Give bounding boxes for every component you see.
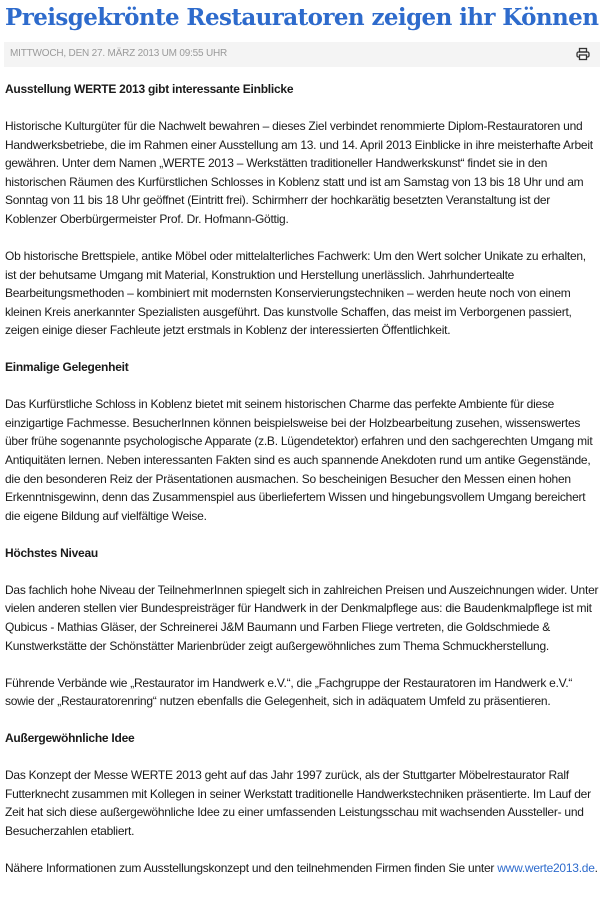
printer-icon[interactable] (576, 47, 590, 61)
paragraph: Das Kurfürstliche Schloss in Koblenz bietet mit seinem historischen Charme das perfekte Ambiente für diese einzigartige Fachmesse. BesucherInnen können beispielsweise bei der Holzbearbeitung zusehen, wissenswertes über frühe sogenannte psychologische Apparate (z.B. Lügendetektor) erfahren und den sachgerechten Umgang mit Antiquitäten lernen. Neben interessanten Fakten sind es auch spannende Anekdoten rund um antike Gegenstände, die den besonderen Reiz der Präsentationen ausmachen. So bescheinigen Besucher den Messen einen hohen Erkenntnisgewinn, denn das Zusammenspiel aus überliefertem Wissen und hingebungsvollem Umgang bereichert die eigene Bildung auf vielfältige Weise. (5, 397, 593, 523)
closing-paragraph (5, 859, 600, 878)
section-heading: Höchstes Niveau (5, 545, 98, 560)
publish-date: MITTWOCH, DEN 27. MÄRZ 2013 UM 09:55 UHR (10, 48, 228, 59)
paragraph: Das Konzept der Messe WERTE 2013 geht auf das Jahr 1997 zurück, als der Stuttgarter Möbelrestaurator Ralf Futterknecht zusammen mit Kollegen in seiner Werkstatt traditionelle Handwerkstechniken präsentierte. Im Lauf der Zeit hat sich diese außergewöhnliche Idee zu einer umfassenden Leistungsschau mit wachsenden Aussteller- und Besucherzahlen etabliert. (5, 768, 591, 838)
section-heading: Ausstellung WERTE 2013 gibt interessante Einblicke (5, 82, 294, 96)
paragraph: Führende Verbände wie „Restaurator im Handwerk e.V.“, die „Fachgruppe der Restauratoren im Handwerk e.V.“ sowie der „Restauratorenring“ nutzen ebenfalls die Gelegenheit, sich in adäquatem Umfeld zu präsentieren. (5, 675, 573, 709)
section-heading: Außergewöhnliche Idee (5, 731, 135, 746)
section-heading: Einmalige Gelegenheit (5, 360, 129, 375)
article-title: Preisgekrönte Restauratoren zeigen ihr Können (5, 4, 599, 31)
closing-text: Nähere Informationen zum Ausstellungskonzept und den teilnehmenden Firmen finden Sie unter (5, 860, 498, 875)
paragraph: Ob historische Brettspiele, antike Möbel oder mittelalterliches Fachwerk: Um den Wert solcher Unikate zu erhalten, ist der behutsame Umgang mit Material, Konstruktion und Herstellung unerlässlich. Jahrhundertealte Bearbeitungsmethoden – kombiniert mit modernsten Konservierungstechniken – werden heute noch von einem kleinen Kreis anerkannter Spezialisten ausgeführt. Das kunstvolle Schaffen, das meist im Verborgenen passiert, zeigen einige dieser Fachleute jetzt erstmals in Koblenz der interessierten Öffentlichkeit. (5, 248, 586, 338)
article-body (5, 80, 600, 896)
article-meta-bar (4, 42, 600, 67)
paragraph: Das fachlich hohe Niveau der TeilnehmerInnen spiegelt sich in zahlreichen Preisen und Auszeichnungen wider. Unter vielen anderen stellen vier Bundespreisträger für Handwerk in der Denkmalpflege aus: die Baudenkmalpflege ist mit Qubicus - Mathias Gläser, der Schreinerei J&M Baumann und Farben Fliege vertreten, die Goldschmiede & Kunstwerkstätte der Schönstätter Marienbrüder zeigt außergewöhnliches zum Thema Schmuckherstellung. (5, 582, 599, 653)
website-link[interactable]: www.werte2013.de (497, 860, 595, 875)
paragraph: Historische Kulturgüter für die Nachwelt bewahren – dieses Ziel verbindet renommierte Diplom-Restauratoren und Handwerksbetriebe, die im Rahmen einer Ausstellung am 13. und 14. April 2013 Einblicke in ihre meisterhafte Arbeit gewähren. Unter dem Namen „WERTE 2013 – Werkstätten traditioneller Handwerkskunst“ findet sie in den historischen Räumen des Kurfürstlichen Schlosses in Koblenz statt und ist am Samstag von 13 bis 18 Uhr und am Sonntag von 11 bis 18 Uhr geöffnet (Eintritt frei). Schirmherr der hochkarätig besetzten Veranstaltung ist der Koblenzer Oberbürgermeister Prof. Dr. Hofmann-Göttig. (5, 118, 593, 226)
closing-suffix: . (594, 860, 598, 875)
